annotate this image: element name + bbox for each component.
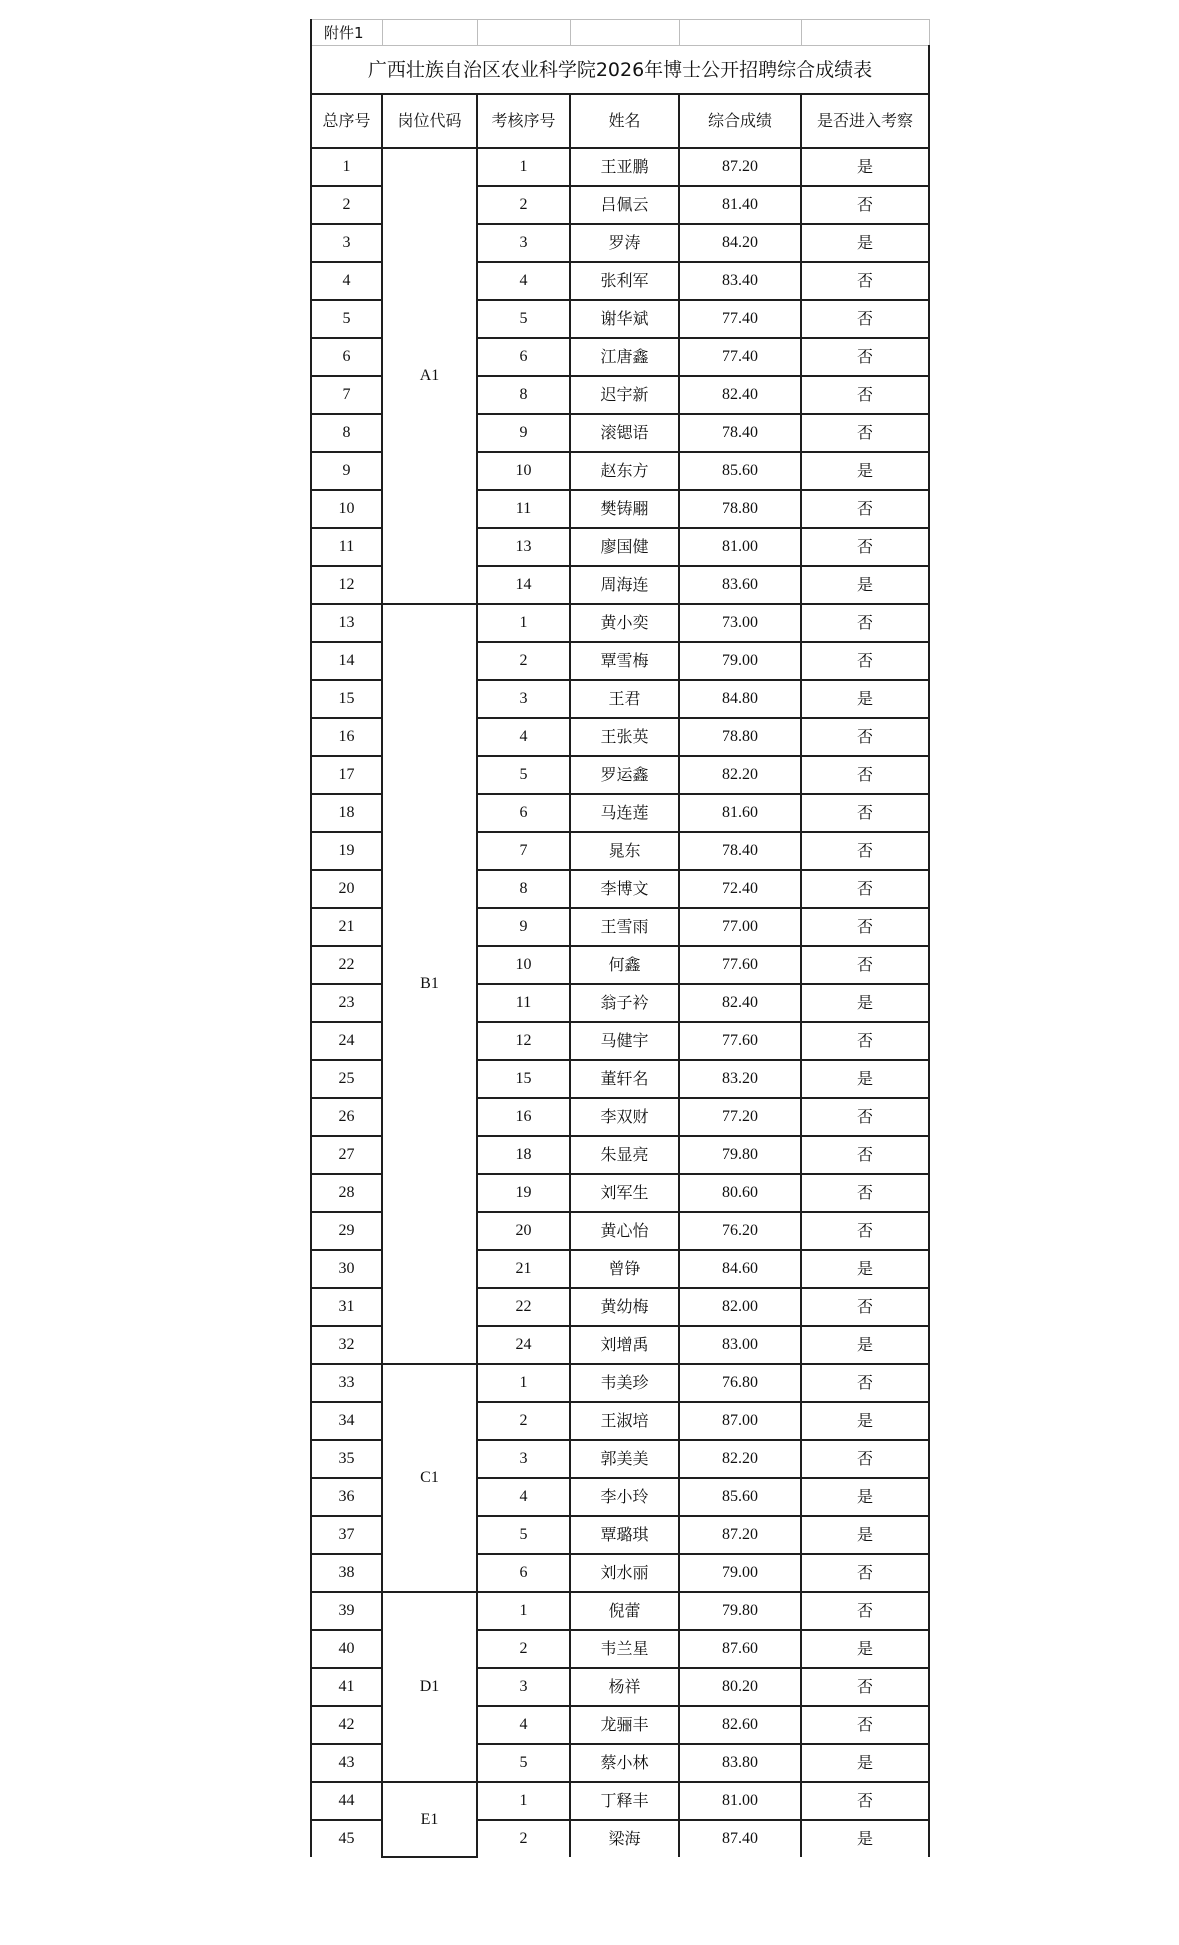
exam-no-cell: 1 — [477, 604, 570, 642]
exam-no-cell: 5 — [477, 1516, 570, 1554]
score-cell: 76.20 — [679, 1212, 801, 1250]
total-no-cell: 29 — [311, 1212, 382, 1250]
score-cell: 78.40 — [679, 414, 801, 452]
score-cell: 80.60 — [679, 1174, 801, 1212]
total-no-cell: 5 — [311, 300, 382, 338]
score-cell: 79.00 — [679, 642, 801, 680]
advance-cell: 否 — [801, 262, 929, 300]
score-cell: 77.60 — [679, 1022, 801, 1060]
advance-cell: 否 — [801, 908, 929, 946]
name-cell: 刘军生 — [570, 1174, 679, 1212]
exam-no-cell: 7 — [477, 832, 570, 870]
total-no-cell: 2 — [311, 186, 382, 224]
score-cell: 79.00 — [679, 1554, 801, 1592]
empty-cell — [801, 20, 929, 46]
advance-cell: 是 — [801, 680, 929, 718]
total-no-cell: 20 — [311, 870, 382, 908]
total-no-cell: 25 — [311, 1060, 382, 1098]
name-cell: 王雪雨 — [570, 908, 679, 946]
advance-cell: 是 — [801, 1630, 929, 1668]
exam-no-cell: 1 — [477, 1592, 570, 1630]
exam-no-cell: 2 — [477, 1820, 570, 1857]
exam-no-cell: 18 — [477, 1136, 570, 1174]
score-cell: 79.80 — [679, 1136, 801, 1174]
exam-no-cell: 10 — [477, 946, 570, 984]
exam-no-cell: 2 — [477, 1630, 570, 1668]
score-cell: 81.40 — [679, 186, 801, 224]
score-cell: 84.80 — [679, 680, 801, 718]
total-no-cell: 7 — [311, 376, 382, 414]
advance-cell: 否 — [801, 1364, 929, 1402]
name-cell: 王张英 — [570, 718, 679, 756]
name-cell: 韦兰星 — [570, 1630, 679, 1668]
exam-no-cell: 1 — [477, 1782, 570, 1820]
advance-cell: 是 — [801, 984, 929, 1022]
total-no-cell: 43 — [311, 1744, 382, 1782]
total-no-cell: 10 — [311, 490, 382, 528]
name-cell: 曾铮 — [570, 1250, 679, 1288]
advance-cell: 否 — [801, 300, 929, 338]
total-no-cell: 31 — [311, 1288, 382, 1326]
attachment-label: 附件1 — [311, 20, 382, 46]
empty-cell — [382, 20, 477, 46]
name-cell: 丁释丰 — [570, 1782, 679, 1820]
score-table-body — [311, 20, 929, 1858]
exam-no-cell: 6 — [477, 1554, 570, 1592]
table-row — [311, 1364, 929, 1402]
total-no-cell: 44 — [311, 1782, 382, 1820]
score-cell: 81.60 — [679, 794, 801, 832]
score-cell: 78.40 — [679, 832, 801, 870]
name-cell: 何鑫 — [570, 946, 679, 984]
exam-no-cell: 20 — [477, 1212, 570, 1250]
score-cell: 82.60 — [679, 1706, 801, 1744]
empty-cell — [477, 20, 570, 46]
name-cell: 赵东方 — [570, 452, 679, 490]
exam-no-cell: 14 — [477, 566, 570, 604]
advance-cell: 否 — [801, 1782, 929, 1820]
exam-no-cell: 2 — [477, 642, 570, 680]
advance-cell: 否 — [801, 1136, 929, 1174]
exam-no-cell: 12 — [477, 1022, 570, 1060]
advance-cell: 是 — [801, 1820, 929, 1857]
empty-cell — [679, 20, 801, 46]
score-cell: 80.20 — [679, 1668, 801, 1706]
advance-cell: 否 — [801, 1668, 929, 1706]
exam-no-cell: 11 — [477, 490, 570, 528]
advance-cell: 否 — [801, 1098, 929, 1136]
title-row — [311, 46, 929, 95]
name-cell: 覃雪梅 — [570, 642, 679, 680]
advance-cell: 是 — [801, 148, 929, 186]
total-no-cell: 24 — [311, 1022, 382, 1060]
score-cell: 87.00 — [679, 1402, 801, 1440]
score-cell: 77.40 — [679, 300, 801, 338]
exam-no-cell: 16 — [477, 1098, 570, 1136]
advance-cell: 是 — [801, 566, 929, 604]
table-title: 广西壮族自治区农业科学院2026年博士公开招聘综合成绩表 — [311, 46, 929, 95]
table-row — [311, 1782, 929, 1820]
exam-no-cell: 2 — [477, 186, 570, 224]
score-cell: 77.20 — [679, 1098, 801, 1136]
name-cell: 黄幼梅 — [570, 1288, 679, 1326]
advance-cell: 否 — [801, 414, 929, 452]
name-cell: 王君 — [570, 680, 679, 718]
score-cell: 87.60 — [679, 1630, 801, 1668]
name-cell: 朱显亮 — [570, 1136, 679, 1174]
name-cell: 迟宇新 — [570, 376, 679, 414]
score-cell: 85.60 — [679, 452, 801, 490]
total-no-cell: 34 — [311, 1402, 382, 1440]
advance-cell: 否 — [801, 186, 929, 224]
score-cell: 73.00 — [679, 604, 801, 642]
position-code: B1 — [420, 975, 439, 992]
total-no-cell: 19 — [311, 832, 382, 870]
total-no-cell: 39 — [311, 1592, 382, 1630]
exam-no-cell: 8 — [477, 870, 570, 908]
position-code: C1 — [420, 1469, 439, 1486]
exam-no-cell: 6 — [477, 338, 570, 376]
name-cell: 李小玲 — [570, 1478, 679, 1516]
name-cell: 马连莲 — [570, 794, 679, 832]
header-total-no: 总序号 — [311, 94, 382, 148]
score-cell: 84.60 — [679, 1250, 801, 1288]
exam-no-cell: 15 — [477, 1060, 570, 1098]
advance-cell: 否 — [801, 832, 929, 870]
exam-no-cell: 19 — [477, 1174, 570, 1212]
name-cell: 罗涛 — [570, 224, 679, 262]
total-no-cell: 30 — [311, 1250, 382, 1288]
total-no-cell: 16 — [311, 718, 382, 756]
score-cell: 83.20 — [679, 1060, 801, 1098]
exam-no-cell: 21 — [477, 1250, 570, 1288]
header-score: 综合成绩 — [679, 94, 801, 148]
name-cell: 吕佩云 — [570, 186, 679, 224]
exam-no-cell: 1 — [477, 1364, 570, 1402]
name-cell: 黄小奕 — [570, 604, 679, 642]
name-cell: 江唐鑫 — [570, 338, 679, 376]
total-no-cell: 12 — [311, 566, 382, 604]
score-cell: 83.80 — [679, 1744, 801, 1782]
score-cell: 82.20 — [679, 1440, 801, 1478]
name-cell: 倪蕾 — [570, 1592, 679, 1630]
total-no-cell: 13 — [311, 604, 382, 642]
score-table — [310, 19, 930, 1858]
name-cell: 翁子衿 — [570, 984, 679, 1022]
name-cell: 樊铸翢 — [570, 490, 679, 528]
total-no-cell: 42 — [311, 1706, 382, 1744]
exam-no-cell: 2 — [477, 1402, 570, 1440]
name-cell: 廖国健 — [570, 528, 679, 566]
total-no-cell: 1 — [311, 148, 382, 186]
exam-no-cell: 10 — [477, 452, 570, 490]
exam-no-cell: 4 — [477, 262, 570, 300]
name-cell: 蔡小林 — [570, 1744, 679, 1782]
exam-no-cell: 5 — [477, 1744, 570, 1782]
name-cell: 李双财 — [570, 1098, 679, 1136]
header-position-code: 岗位代码 — [382, 94, 477, 148]
name-cell: 马健宇 — [570, 1022, 679, 1060]
exam-no-cell: 9 — [477, 414, 570, 452]
name-cell: 晁东 — [570, 832, 679, 870]
position-code-cell — [382, 604, 477, 1364]
exam-no-cell: 24 — [477, 1326, 570, 1364]
name-cell: 王淑培 — [570, 1402, 679, 1440]
score-cell: 83.40 — [679, 262, 801, 300]
position-code-cell — [382, 1592, 477, 1782]
score-cell: 87.40 — [679, 1820, 801, 1857]
name-cell: 李博文 — [570, 870, 679, 908]
advance-cell: 否 — [801, 1592, 929, 1630]
total-no-cell: 22 — [311, 946, 382, 984]
advance-cell: 否 — [801, 1212, 929, 1250]
score-cell: 81.00 — [679, 528, 801, 566]
advance-cell: 否 — [801, 490, 929, 528]
exam-no-cell: 1 — [477, 148, 570, 186]
advance-cell: 否 — [801, 528, 929, 566]
score-cell: 83.00 — [679, 1326, 801, 1364]
advance-cell: 否 — [801, 1288, 929, 1326]
total-no-cell: 9 — [311, 452, 382, 490]
exam-no-cell: 6 — [477, 794, 570, 832]
advance-cell: 否 — [801, 642, 929, 680]
exam-no-cell: 22 — [477, 1288, 570, 1326]
total-no-cell: 35 — [311, 1440, 382, 1478]
header-advance: 是否进入考察 — [801, 94, 929, 148]
advance-cell: 否 — [801, 718, 929, 756]
advance-cell: 否 — [801, 794, 929, 832]
total-no-cell: 17 — [311, 756, 382, 794]
total-no-cell: 36 — [311, 1478, 382, 1516]
name-cell: 张利军 — [570, 262, 679, 300]
score-cell: 83.60 — [679, 566, 801, 604]
exam-no-cell: 8 — [477, 376, 570, 414]
total-no-cell: 26 — [311, 1098, 382, 1136]
score-cell: 77.60 — [679, 946, 801, 984]
advance-cell: 否 — [801, 604, 929, 642]
advance-cell: 是 — [801, 224, 929, 262]
name-cell: 谢华斌 — [570, 300, 679, 338]
name-cell: 王亚鹏 — [570, 148, 679, 186]
advance-cell: 否 — [801, 1174, 929, 1212]
name-cell: 黄心怡 — [570, 1212, 679, 1250]
name-cell: 刘增禹 — [570, 1326, 679, 1364]
total-no-cell: 33 — [311, 1364, 382, 1402]
exam-no-cell: 13 — [477, 528, 570, 566]
name-cell: 梁海 — [570, 1820, 679, 1857]
name-cell: 周海连 — [570, 566, 679, 604]
score-cell: 77.00 — [679, 908, 801, 946]
total-no-cell: 4 — [311, 262, 382, 300]
advance-cell: 否 — [801, 1554, 929, 1592]
advance-cell: 是 — [801, 1402, 929, 1440]
score-cell: 82.00 — [679, 1288, 801, 1326]
exam-no-cell: 4 — [477, 1706, 570, 1744]
advance-cell: 是 — [801, 1744, 929, 1782]
name-cell: 龙骊丰 — [570, 1706, 679, 1744]
total-no-cell: 6 — [311, 338, 382, 376]
table-row — [311, 604, 929, 642]
advance-cell: 否 — [801, 1440, 929, 1478]
advance-cell: 是 — [801, 452, 929, 490]
score-cell: 76.80 — [679, 1364, 801, 1402]
total-no-cell: 37 — [311, 1516, 382, 1554]
attachment-row — [311, 20, 929, 46]
total-no-cell: 14 — [311, 642, 382, 680]
position-code-cell — [382, 1364, 477, 1592]
score-cell: 82.40 — [679, 984, 801, 1022]
total-no-cell: 23 — [311, 984, 382, 1022]
advance-cell: 否 — [801, 1022, 929, 1060]
advance-cell: 否 — [801, 338, 929, 376]
total-no-cell: 28 — [311, 1174, 382, 1212]
score-cell: 82.40 — [679, 376, 801, 414]
exam-no-cell: 3 — [477, 1668, 570, 1706]
position-code-cell — [382, 1782, 477, 1857]
total-no-cell: 41 — [311, 1668, 382, 1706]
score-cell: 72.40 — [679, 870, 801, 908]
exam-no-cell: 5 — [477, 300, 570, 338]
total-no-cell: 8 — [311, 414, 382, 452]
position-code-cell — [382, 148, 477, 604]
exam-no-cell: 3 — [477, 224, 570, 262]
position-code: A1 — [419, 367, 440, 384]
total-no-cell: 15 — [311, 680, 382, 718]
advance-cell: 否 — [801, 946, 929, 984]
score-cell: 87.20 — [679, 148, 801, 186]
exam-no-cell: 3 — [477, 680, 570, 718]
name-cell: 郭美美 — [570, 1440, 679, 1478]
advance-cell: 是 — [801, 1060, 929, 1098]
name-cell: 杨祥 — [570, 1668, 679, 1706]
header-exam-no: 考核序号 — [477, 94, 570, 148]
advance-cell: 是 — [801, 1516, 929, 1554]
score-cell: 87.20 — [679, 1516, 801, 1554]
advance-cell: 否 — [801, 1706, 929, 1744]
advance-cell: 否 — [801, 870, 929, 908]
advance-cell: 否 — [801, 376, 929, 414]
header-name: 姓名 — [570, 94, 679, 148]
total-no-cell: 38 — [311, 1554, 382, 1592]
table-row — [311, 1592, 929, 1630]
score-cell: 78.80 — [679, 718, 801, 756]
score-cell: 81.00 — [679, 1782, 801, 1820]
advance-cell: 是 — [801, 1250, 929, 1288]
total-no-cell: 45 — [311, 1820, 382, 1857]
name-cell: 刘水丽 — [570, 1554, 679, 1592]
name-cell: 董轩名 — [570, 1060, 679, 1098]
score-cell: 78.80 — [679, 490, 801, 528]
advance-cell: 否 — [801, 756, 929, 794]
score-cell: 79.80 — [679, 1592, 801, 1630]
header-row — [311, 94, 929, 148]
score-cell: 77.40 — [679, 338, 801, 376]
name-cell: 覃璐琪 — [570, 1516, 679, 1554]
total-no-cell: 27 — [311, 1136, 382, 1174]
score-cell: 85.60 — [679, 1478, 801, 1516]
score-cell: 82.20 — [679, 756, 801, 794]
total-no-cell: 32 — [311, 1326, 382, 1364]
exam-no-cell: 4 — [477, 718, 570, 756]
advance-cell: 是 — [801, 1326, 929, 1364]
score-cell: 84.20 — [679, 224, 801, 262]
advance-cell: 是 — [801, 1478, 929, 1516]
position-code: D1 — [419, 1678, 440, 1695]
table-row — [311, 148, 929, 186]
total-no-cell: 40 — [311, 1630, 382, 1668]
total-no-cell: 3 — [311, 224, 382, 262]
total-no-cell: 18 — [311, 794, 382, 832]
exam-no-cell: 3 — [477, 1440, 570, 1478]
position-code: E1 — [420, 1810, 439, 1828]
empty-cell — [570, 20, 679, 46]
exam-no-cell: 11 — [477, 984, 570, 1022]
name-cell: 韦美珍 — [570, 1364, 679, 1402]
name-cell: 罗运鑫 — [570, 756, 679, 794]
total-no-cell: 21 — [311, 908, 382, 946]
name-cell: 滚锶语 — [570, 414, 679, 452]
exam-no-cell: 9 — [477, 908, 570, 946]
total-no-cell: 11 — [311, 528, 382, 566]
exam-no-cell: 5 — [477, 756, 570, 794]
exam-no-cell: 4 — [477, 1478, 570, 1516]
